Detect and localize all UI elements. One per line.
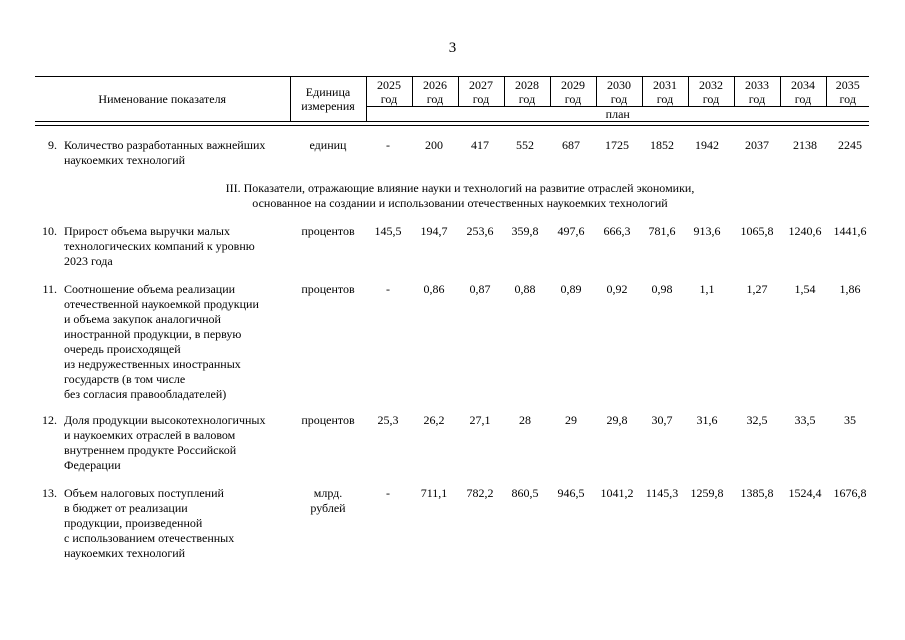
value-cell: 1240,6 [788, 224, 822, 238]
value-cell: 33,5 [794, 413, 816, 427]
page-number: 3 [448, 40, 457, 56]
unit-cell: единиц [309, 138, 347, 152]
value-cell: 35 [844, 413, 856, 427]
value-cell: 27,1 [469, 413, 491, 427]
value-cell: 666,3 [603, 224, 631, 238]
header-year: 2026 год [412, 77, 458, 107]
value-cell: 194,7 [420, 224, 448, 238]
value-cell: 946,5 [557, 486, 585, 500]
value-cell: 860,5 [511, 486, 539, 500]
header-bottom-line [35, 125, 869, 126]
value-cell: 417 [471, 138, 489, 152]
value-cell: 1145,3 [645, 486, 679, 500]
value-cell: - [386, 486, 390, 500]
unit-cell: процентов [301, 282, 355, 296]
value-cell: 0,86 [423, 282, 445, 296]
value-cell: 1065,8 [740, 224, 774, 238]
header-unit: Единица измерения [290, 77, 366, 122]
header-year: 2029 год [550, 77, 596, 107]
row-number: 10. [42, 224, 57, 238]
value-cell: 145,5 [374, 224, 402, 238]
table-header [35, 76, 869, 122]
header-year: 2034 год [780, 77, 826, 107]
value-cell: - [386, 138, 390, 152]
value-cell: 1,1 [699, 282, 715, 296]
indicator-name: Количество разработанных важнейших наукоемких технологий [64, 138, 266, 167]
unit-cell: млрд. рублей [310, 486, 346, 515]
value-cell: 781,6 [648, 224, 676, 238]
value-cell: 687 [562, 138, 580, 152]
header-year: 2032 год [688, 77, 734, 107]
row-number: 13. [42, 486, 57, 500]
value-cell: 1725 [605, 138, 629, 152]
value-cell: 29,8 [606, 413, 628, 427]
value-cell: 29 [565, 413, 577, 427]
value-cell: 28 [519, 413, 531, 427]
header-year: 2031 год [642, 77, 688, 107]
value-cell: 2138 [793, 138, 817, 152]
value-cell: 1852 [650, 138, 674, 152]
value-cell: 0,87 [469, 282, 491, 296]
header-year: 2035 год [826, 77, 869, 107]
indicator-name: Объем налоговых поступлений в бюджет от реализации продукции, произведенной с использованием отечественных наукоемких технологий [64, 486, 235, 560]
value-cell: 782,2 [466, 486, 494, 500]
header-year: 2030 год [596, 77, 642, 107]
unit-cell: процентов [301, 224, 355, 238]
value-cell: 1259,8 [690, 486, 724, 500]
value-cell: 0,88 [514, 282, 536, 296]
value-cell: 200 [425, 138, 443, 152]
header-year: 2033 год [734, 77, 780, 107]
value-cell: 25,3 [377, 413, 399, 427]
value-cell: 1524,4 [788, 486, 822, 500]
header-year: 2028 год [504, 77, 550, 107]
value-cell: 359,8 [511, 224, 539, 238]
header-year: 2025 год [366, 77, 412, 107]
row-number: 11. [42, 282, 57, 296]
header-name: Нименование показателя [35, 77, 290, 122]
value-cell: 711,1 [420, 486, 448, 500]
value-cell: 0,98 [651, 282, 673, 296]
header-plan: план [366, 107, 869, 122]
value-cell: 1,86 [839, 282, 861, 296]
header-year: 2027 год [458, 77, 504, 107]
value-cell: 1,54 [794, 282, 816, 296]
value-cell: 1942 [695, 138, 719, 152]
row-number: 12. [42, 413, 57, 427]
row-number: 9. [48, 138, 57, 152]
value-cell: 497,6 [557, 224, 585, 238]
section-heading: III. Показатели, отражающие влияние науки и технологий на развитие отраслей экономики, основанное на создании и использовании отечественных наукоемких технологий [225, 181, 695, 210]
unit-cell: процентов [301, 413, 355, 427]
value-cell: 1,27 [746, 282, 768, 296]
value-cell: 552 [516, 138, 534, 152]
value-cell: 253,6 [466, 224, 494, 238]
value-cell: 1441,6 [833, 224, 867, 238]
value-cell: 2245 [838, 138, 862, 152]
value-cell: 32,5 [746, 413, 768, 427]
indicator-name: Доля продукции высокотехнологичных и наукоемких отраслей в валовом внутреннем продукте Российской Федерации [64, 413, 266, 472]
value-cell: 0,89 [560, 282, 582, 296]
value-cell: 0,92 [606, 282, 628, 296]
indicator-name: Соотношение объема реализации отечественной наукоемкой продукции и объема закупок аналогичной иностранной продукции, в первую очередь происходящей из недружественных иностранных государств (в том числе без согласия правообладателей) [64, 282, 259, 401]
value-cell: 26,2 [423, 413, 445, 427]
indicator-name: Прирост объема выручки малых технологических компаний к уровню 2023 года [64, 224, 255, 268]
value-cell: 30,7 [651, 413, 673, 427]
value-cell: 2037 [745, 138, 769, 152]
value-cell: 1041,2 [600, 486, 634, 500]
value-cell: - [386, 282, 390, 296]
value-cell: 913,6 [693, 224, 721, 238]
value-cell: 1676,8 [833, 486, 867, 500]
value-cell: 31,6 [696, 413, 718, 427]
value-cell: 1385,8 [740, 486, 774, 500]
